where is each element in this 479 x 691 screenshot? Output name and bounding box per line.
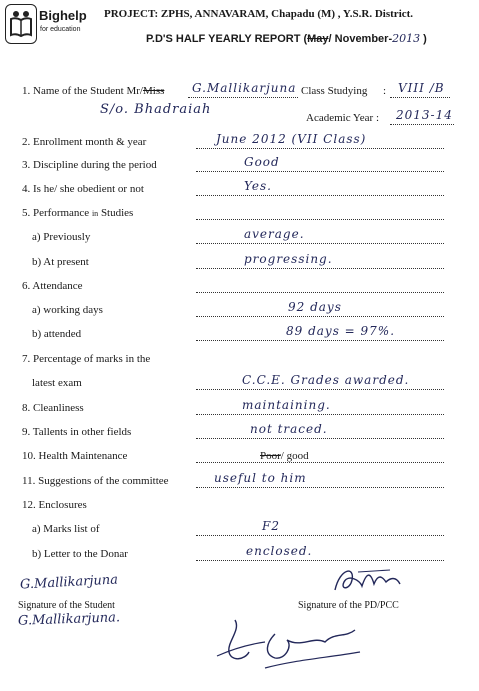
title-year: 2013 [392, 32, 421, 45]
field-latest-exam-dots [196, 389, 444, 390]
field-discipline-label: 3. Discipline during the period [22, 159, 157, 171]
student-name-dots [188, 97, 298, 98]
field-cleanliness-dots [196, 414, 444, 415]
student-signature-label: Signature of the Student [18, 600, 115, 611]
student-name-value: G.Mallikarjuna [192, 81, 297, 95]
title-suffix: ) [420, 33, 427, 45]
project-line: PROJECT: ZPHS, ANNAVARAM, Chapadu (M) , Y.S.R. District. [104, 8, 414, 20]
field-suggestions-label: 11. Suggestions of the committee [22, 475, 169, 487]
performance-suffix: Studies [98, 207, 134, 219]
field-previously-label: a) Previously [32, 231, 91, 243]
academic-year-value: 2013-14 [396, 108, 453, 122]
field-discipline-dots [196, 171, 444, 172]
field-working-days-value: 92 days [288, 300, 342, 314]
field-present-label: b) At present [32, 256, 89, 268]
title-prefix: P.D'S HALF YEARLY REPORT ( [146, 33, 308, 45]
field-letter-value: enclosed. [246, 544, 313, 558]
field-present-value: progressing. [244, 252, 333, 266]
title-mid: / November- [328, 33, 393, 45]
bighelp-logo [5, 4, 37, 44]
class-dots [390, 97, 450, 98]
class-label: Class Studying [301, 85, 368, 97]
field-attendance-dots [196, 292, 444, 293]
logo-figures-icon [6, 5, 36, 43]
field-performance-dots [196, 219, 444, 220]
field-attended-value: 89 days = 97%. [286, 324, 396, 338]
field-health-label: 10. Health Maintenance [22, 450, 128, 462]
field-latest-exam-label: latest exam [32, 377, 82, 389]
logo-tagline: for education [40, 26, 81, 33]
class-colon: : [383, 85, 387, 97]
field-obedient-label: 4. Is he/ she obedient or not [22, 183, 144, 195]
field-talents-dots [196, 438, 444, 439]
field-attended-label: b) attended [32, 328, 82, 340]
field-working-days-label: a) working days [32, 304, 103, 316]
pd-signature-scribble-icon [330, 560, 420, 602]
health-struck: Poor [260, 450, 281, 462]
performance-prefix: 5. Performance [22, 207, 92, 219]
field-working-days-dots [196, 316, 444, 317]
field-discipline-value: Good [244, 155, 280, 169]
field-obedient-dots [196, 195, 444, 196]
field-enrollment-value: June 2012 (VII Class) [216, 132, 367, 146]
field-attendance-label: 6. Attendance [22, 280, 83, 292]
field-marks-list-value: F2 [262, 519, 280, 533]
student-signature-hand-2: G.Mallikarjuna. [17, 610, 121, 629]
field-latest-exam-value: C.C.E. Grades awarded. [242, 373, 410, 387]
field-health-dots [196, 462, 444, 463]
academic-year-dots [390, 124, 454, 125]
report-title [146, 32, 427, 45]
student-label-struck: Miss [142, 85, 165, 97]
field-attended-dots [196, 340, 444, 341]
field-enrollment-label: 2. Enrollment month & year [22, 136, 147, 148]
field-previously-dots [196, 243, 444, 244]
student-signature-hand: G.Mallikarjuna [19, 572, 119, 593]
field-suggestions-dots [196, 487, 444, 488]
student-name-label [22, 85, 164, 97]
field-letter-label: b) Letter to the Donar [32, 548, 128, 560]
field-health-value [260, 450, 309, 462]
title-struck: May [307, 33, 329, 45]
academic-year-label: Academic Year : [306, 112, 380, 124]
field-marks-list-dots [196, 535, 444, 536]
field-performance-label [22, 207, 133, 219]
class-value: VIII /B [398, 81, 445, 95]
field-enclosures-label: 12. Enclosures [22, 499, 87, 511]
field-enrollment-dots [196, 148, 444, 149]
health-rest: / good [280, 450, 309, 462]
logo-name: Bighelp [39, 8, 87, 23]
field-present-dots [196, 268, 444, 269]
field-talents-value: not traced. [250, 422, 328, 436]
parent-name: S/o. Bhadraiah [100, 102, 212, 117]
field-obedient-value: Yes. [244, 179, 272, 193]
field-cleanliness-value: maintaining. [242, 398, 331, 412]
field-talents-label: 9. Tallents in other fields [22, 426, 132, 438]
field-percentage-label: 7. Percentage of marks in the [22, 353, 151, 365]
pd-signature-label: Signature of the PD/PCC [298, 600, 399, 611]
field-suggestions-value: useful to him [214, 471, 307, 485]
field-marks-list-label: a) Marks list of [32, 523, 100, 535]
student-label-prefix: 1. Name of the Student Mr/ [22, 85, 143, 97]
performance-small: in [91, 209, 99, 218]
field-cleanliness-label: 8. Cleanliness [22, 402, 84, 414]
field-previously-value: average. [244, 227, 305, 241]
committee-signature-scribble-icon [205, 612, 375, 682]
